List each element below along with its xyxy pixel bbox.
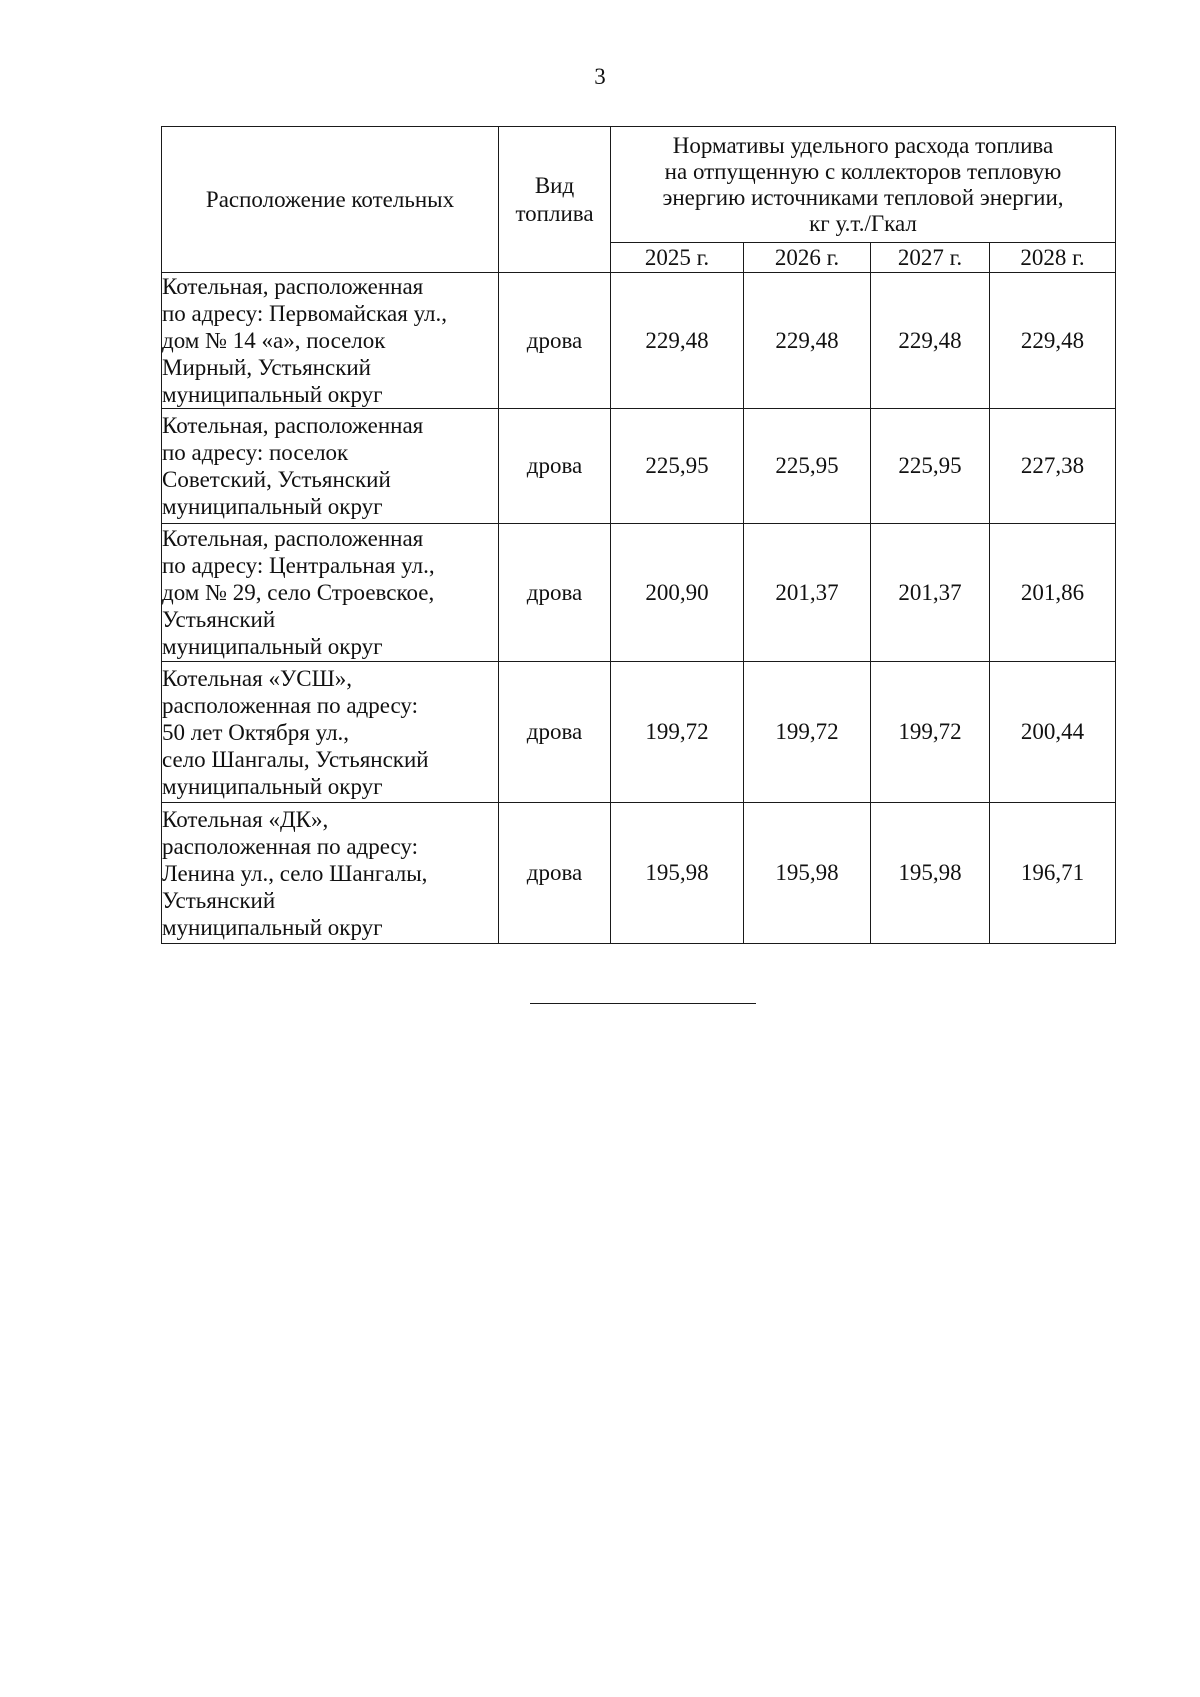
- header-year: 2028 г.: [990, 243, 1116, 273]
- header-fuel-line: Вид: [534, 172, 575, 198]
- norm-value-2025: 199,72: [611, 662, 744, 803]
- location-line: дом № 29, село Строевское,: [162, 580, 435, 605]
- header-year: 2027 г.: [871, 243, 990, 273]
- location-line: Котельная «ДК»,: [162, 806, 329, 832]
- norm-value-2027: 199,72: [871, 662, 990, 803]
- norm-value-2027: 195,98: [871, 803, 990, 944]
- location-line: по адресу: Первомайская ул.,: [162, 301, 448, 326]
- location-line: Котельная, расположенная: [162, 274, 424, 299]
- header-year: 2026 г.: [744, 243, 871, 273]
- boiler-location: [162, 803, 499, 944]
- fuel-type: дрова: [499, 662, 611, 803]
- table-row: [162, 524, 1116, 662]
- table-row: [162, 803, 1116, 944]
- location-line: муниципальный округ: [162, 773, 383, 799]
- fuel-type: дрова: [499, 273, 611, 409]
- boiler-location: [162, 662, 499, 803]
- header-fuel-line: топлива: [515, 200, 594, 226]
- header-norms-line: кг у.т./Гкал: [809, 210, 917, 236]
- norm-value-2025: 200,90: [611, 524, 744, 662]
- norm-value-2027: 229,48: [871, 273, 990, 409]
- norm-value-2028: 229,48: [990, 273, 1116, 409]
- norm-value-2026: 225,95: [744, 409, 871, 524]
- location-line: Мирный, Устьянский: [162, 355, 371, 380]
- table-header: [162, 127, 1116, 273]
- table-row: [162, 409, 1116, 524]
- location-line: Советский, Устьянский: [162, 467, 391, 492]
- fuel-type: дрова: [499, 409, 611, 524]
- norm-value-2028: 201,86: [990, 524, 1116, 662]
- boiler-location: [162, 524, 499, 662]
- boiler-location: [162, 273, 499, 409]
- norm-value-2026: 229,48: [744, 273, 871, 409]
- norm-value-2028: 227,38: [990, 409, 1116, 524]
- location-line: по адресу: Центральная ул.,: [162, 553, 435, 578]
- location-line: муниципальный округ: [162, 494, 383, 519]
- boiler-location: [162, 409, 499, 524]
- header-norms-line: на отпущенную с коллекторов тепловую: [664, 158, 1062, 184]
- norm-value-2026: 195,98: [744, 803, 871, 944]
- norm-value-2026: 199,72: [744, 662, 871, 803]
- page-number: 3: [594, 64, 606, 89]
- norm-value-2026: 201,37: [744, 524, 871, 662]
- location-line: село Шангалы, Устьянский: [162, 746, 429, 772]
- header-norms-line: энергию источниками тепловой энергии,: [662, 184, 1064, 210]
- location-line: дом № 14 «а», поселок: [162, 328, 386, 353]
- header-norms: [611, 127, 1116, 243]
- end-of-document-rule: [530, 1003, 756, 1004]
- norm-value-2028: 196,71: [990, 803, 1116, 944]
- norm-value-2028: 200,44: [990, 662, 1116, 803]
- header-fuel-type: [499, 127, 611, 273]
- fuel-type: дрова: [499, 524, 611, 662]
- table-body: [162, 273, 1116, 944]
- location-line: Котельная «УСШ»,: [162, 665, 353, 691]
- header-year: 2025 г.: [611, 243, 744, 273]
- location-line: по адресу: поселок: [162, 440, 349, 465]
- fuel-norms-table: [161, 126, 1116, 944]
- location-line: Устьянский: [162, 607, 276, 632]
- header-location: Расположение котельных: [162, 127, 499, 273]
- header-norms-line: Нормативы удельного расхода топлива: [672, 132, 1054, 158]
- location-line: муниципальный округ: [162, 634, 383, 659]
- location-line: муниципальный округ: [162, 914, 383, 940]
- norm-value-2025: 195,98: [611, 803, 744, 944]
- norm-value-2027: 225,95: [871, 409, 990, 524]
- norm-value-2025: 229,48: [611, 273, 744, 409]
- location-line: Устьянский: [162, 887, 276, 913]
- location-line: расположенная по адресу:: [162, 833, 419, 859]
- table-row: [162, 662, 1116, 803]
- location-line: Ленина ул., село Шангалы,: [162, 860, 428, 886]
- location-line: 50 лет Октября ул.,: [162, 719, 350, 745]
- location-line: расположенная по адресу:: [162, 692, 419, 718]
- location-line: Котельная, расположенная: [162, 413, 424, 438]
- fuel-type: дрова: [499, 803, 611, 944]
- location-line: Котельная, расположенная: [162, 526, 424, 551]
- table-row: [162, 273, 1116, 409]
- location-line: муниципальный округ: [162, 382, 383, 407]
- norm-value-2025: 225,95: [611, 409, 744, 524]
- norm-value-2027: 201,37: [871, 524, 990, 662]
